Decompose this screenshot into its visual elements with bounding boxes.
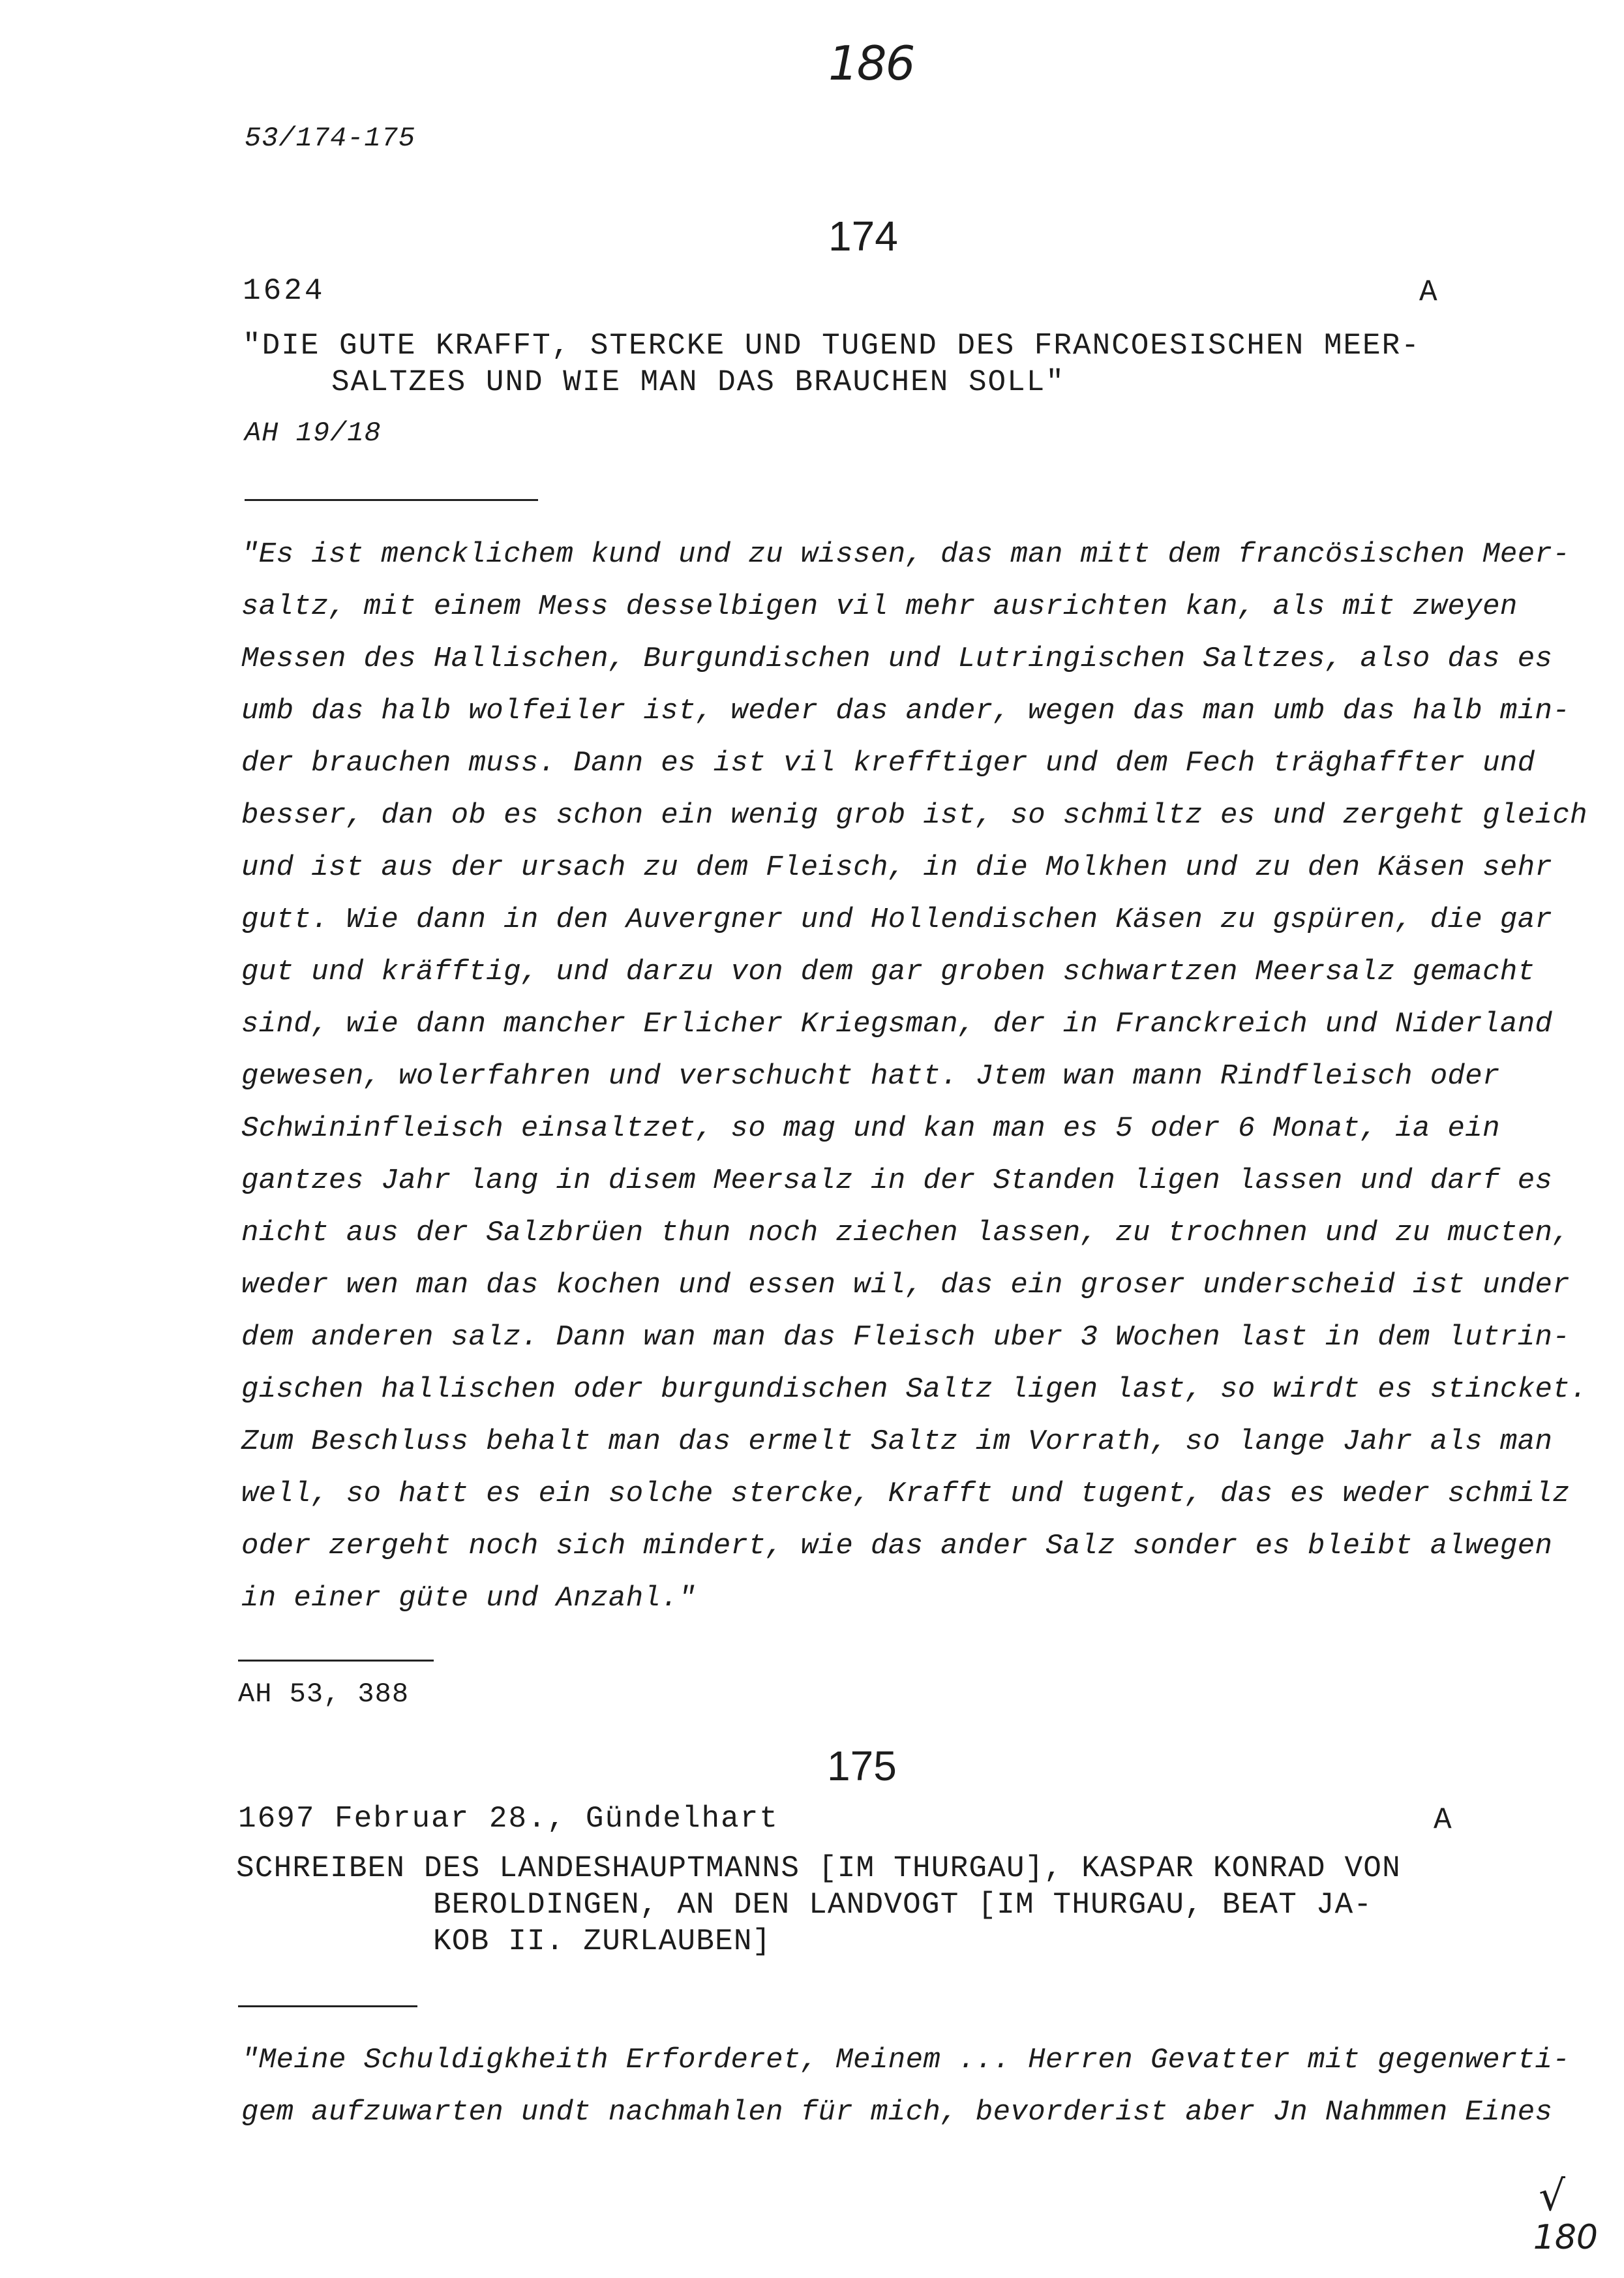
check-mark-icon: √: [1539, 2172, 1565, 2221]
text-line: umb das halb wolfeiler ist, weder das ander, wegen das man umb das halb min-: [241, 695, 1571, 727]
document-title: [236, 1850, 1401, 1960]
document-letter: A: [1419, 275, 1437, 309]
document-number: 174: [828, 213, 898, 260]
text-line: gut und kräfftig, und darzu von dem gar groben schwartzen Meersalz gemacht: [241, 956, 1535, 988]
text-line: "Meine Schuldigkheith Erforderet, Meinem ... Herren Gevatter mit gegenwerti-: [241, 2044, 1571, 2076]
text-line: gem aufzuwarten undt nachmahlen für mich, bevorderist aber Jn Nahmmen Eines: [241, 2096, 1553, 2129]
text-line: sind, wie dann mancher Erlicher Kriegsman, der in Franckreich und Niderland: [241, 1008, 1553, 1040]
document-text: [241, 528, 1587, 1624]
handwritten-page-number: 186: [828, 36, 914, 91]
text-line: gutt. Wie dann in den Auvergner und Hollendischen Käsen zu gspüren, die gar: [241, 904, 1553, 936]
source-reference: AH 19/18: [245, 418, 382, 449]
closing-source-reference: AH 53, 388: [238, 1678, 410, 1710]
text-line: saltz, mit einem Mess desselbigen vil mehr ausrichten kan, als mit zweyen: [241, 590, 1518, 623]
text-line: und ist aus der ursach zu dem Fleisch, in die Molkhen und zu den Käsen sehr: [241, 851, 1553, 884]
document-letter: A: [1434, 1803, 1452, 1837]
document-text: [241, 2034, 1570, 2138]
text-line: gantzes Jahr lang in disem Meersalz in der Standen ligen lassen und darf es: [241, 1164, 1553, 1197]
title-line: SCHREIBEN DES LANDESHAUPTMANNS [IM THURGAU], KASPAR KONRAD VON: [236, 1851, 1401, 1885]
text-line: Messen des Hallischen, Burgundischen und Lutringischen Saltzes, also das es: [241, 643, 1553, 675]
text-line: "Es ist mencklichem kund und zu wissen, das man mitt dem francösischen Meer-: [241, 538, 1571, 571]
text-line: gischen hallischen oder burgundischen Saltz ligen last, so wirdt es stincket.: [241, 1373, 1587, 1406]
document-number: 175: [827, 1742, 897, 1789]
section-divider: [238, 1660, 434, 1662]
text-line: nicht aus der Salzbrüen thun noch ziechen lassen, zu trochnen und zu mucten,: [241, 1217, 1571, 1249]
archive-reference: 53/174-175: [245, 123, 416, 154]
section-divider: [245, 499, 538, 501]
document-date-place: 1697 Februar 28., Gündelhart: [238, 1802, 779, 1836]
document-title: [243, 327, 1421, 401]
text-line: der brauchen muss. Dann es ist vil krefftiger und dem Fech träghaffter und: [241, 747, 1535, 780]
section-divider: [238, 2005, 417, 2007]
text-line: weder wen man das kochen und essen wil, das ein groser underscheid ist under: [241, 1269, 1571, 1301]
title-line: SALTZES UND WIE MAN DAS BRAUCHEN SOLL": [331, 365, 1065, 399]
text-line: Schwininfleisch einsaltzet, so mag und kan man es 5 oder 6 Monat, ia ein: [241, 1112, 1500, 1145]
text-line: dem anderen salz. Dann wan man das Fleisch uber 3 Wochen last in dem lutrin-: [241, 1321, 1571, 1354]
text-line: Zum Beschluss behalt man das ermelt Saltz im Vorrath, so lange Jahr als man: [241, 1425, 1553, 1458]
title-line: KOB II. ZURLAUBEN]: [433, 1924, 772, 1958]
text-line: oder zergeht noch sich mindert, wie das ander Salz sonder es bleibt alwegen: [241, 1530, 1553, 1562]
text-line: in einer güte und Anzahl.": [241, 1582, 696, 1615]
text-line: gewesen, wolerfahren und verschucht hatt. Jtem wan mann Rindfleisch oder: [241, 1060, 1500, 1093]
title-line: "DIE GUTE KRAFFT, STERCKE UND TUGEND DES FRANCOESISCHEN MEER-: [243, 329, 1421, 363]
text-line: well, so hatt es ein solche stercke, Krafft und tugent, das es weder schmilz: [241, 1478, 1571, 1510]
title-line: BEROLDINGEN, AN DEN LANDVOGT [IM THURGAU, BEAT JA-: [433, 1888, 1373, 1922]
handwritten-folio-number: 180: [1533, 2218, 1598, 2257]
text-line: besser, dan ob es schon ein wenig grob ist, so schmiltz es und zergeht gleich: [241, 799, 1587, 832]
document-date: 1624: [243, 274, 325, 308]
